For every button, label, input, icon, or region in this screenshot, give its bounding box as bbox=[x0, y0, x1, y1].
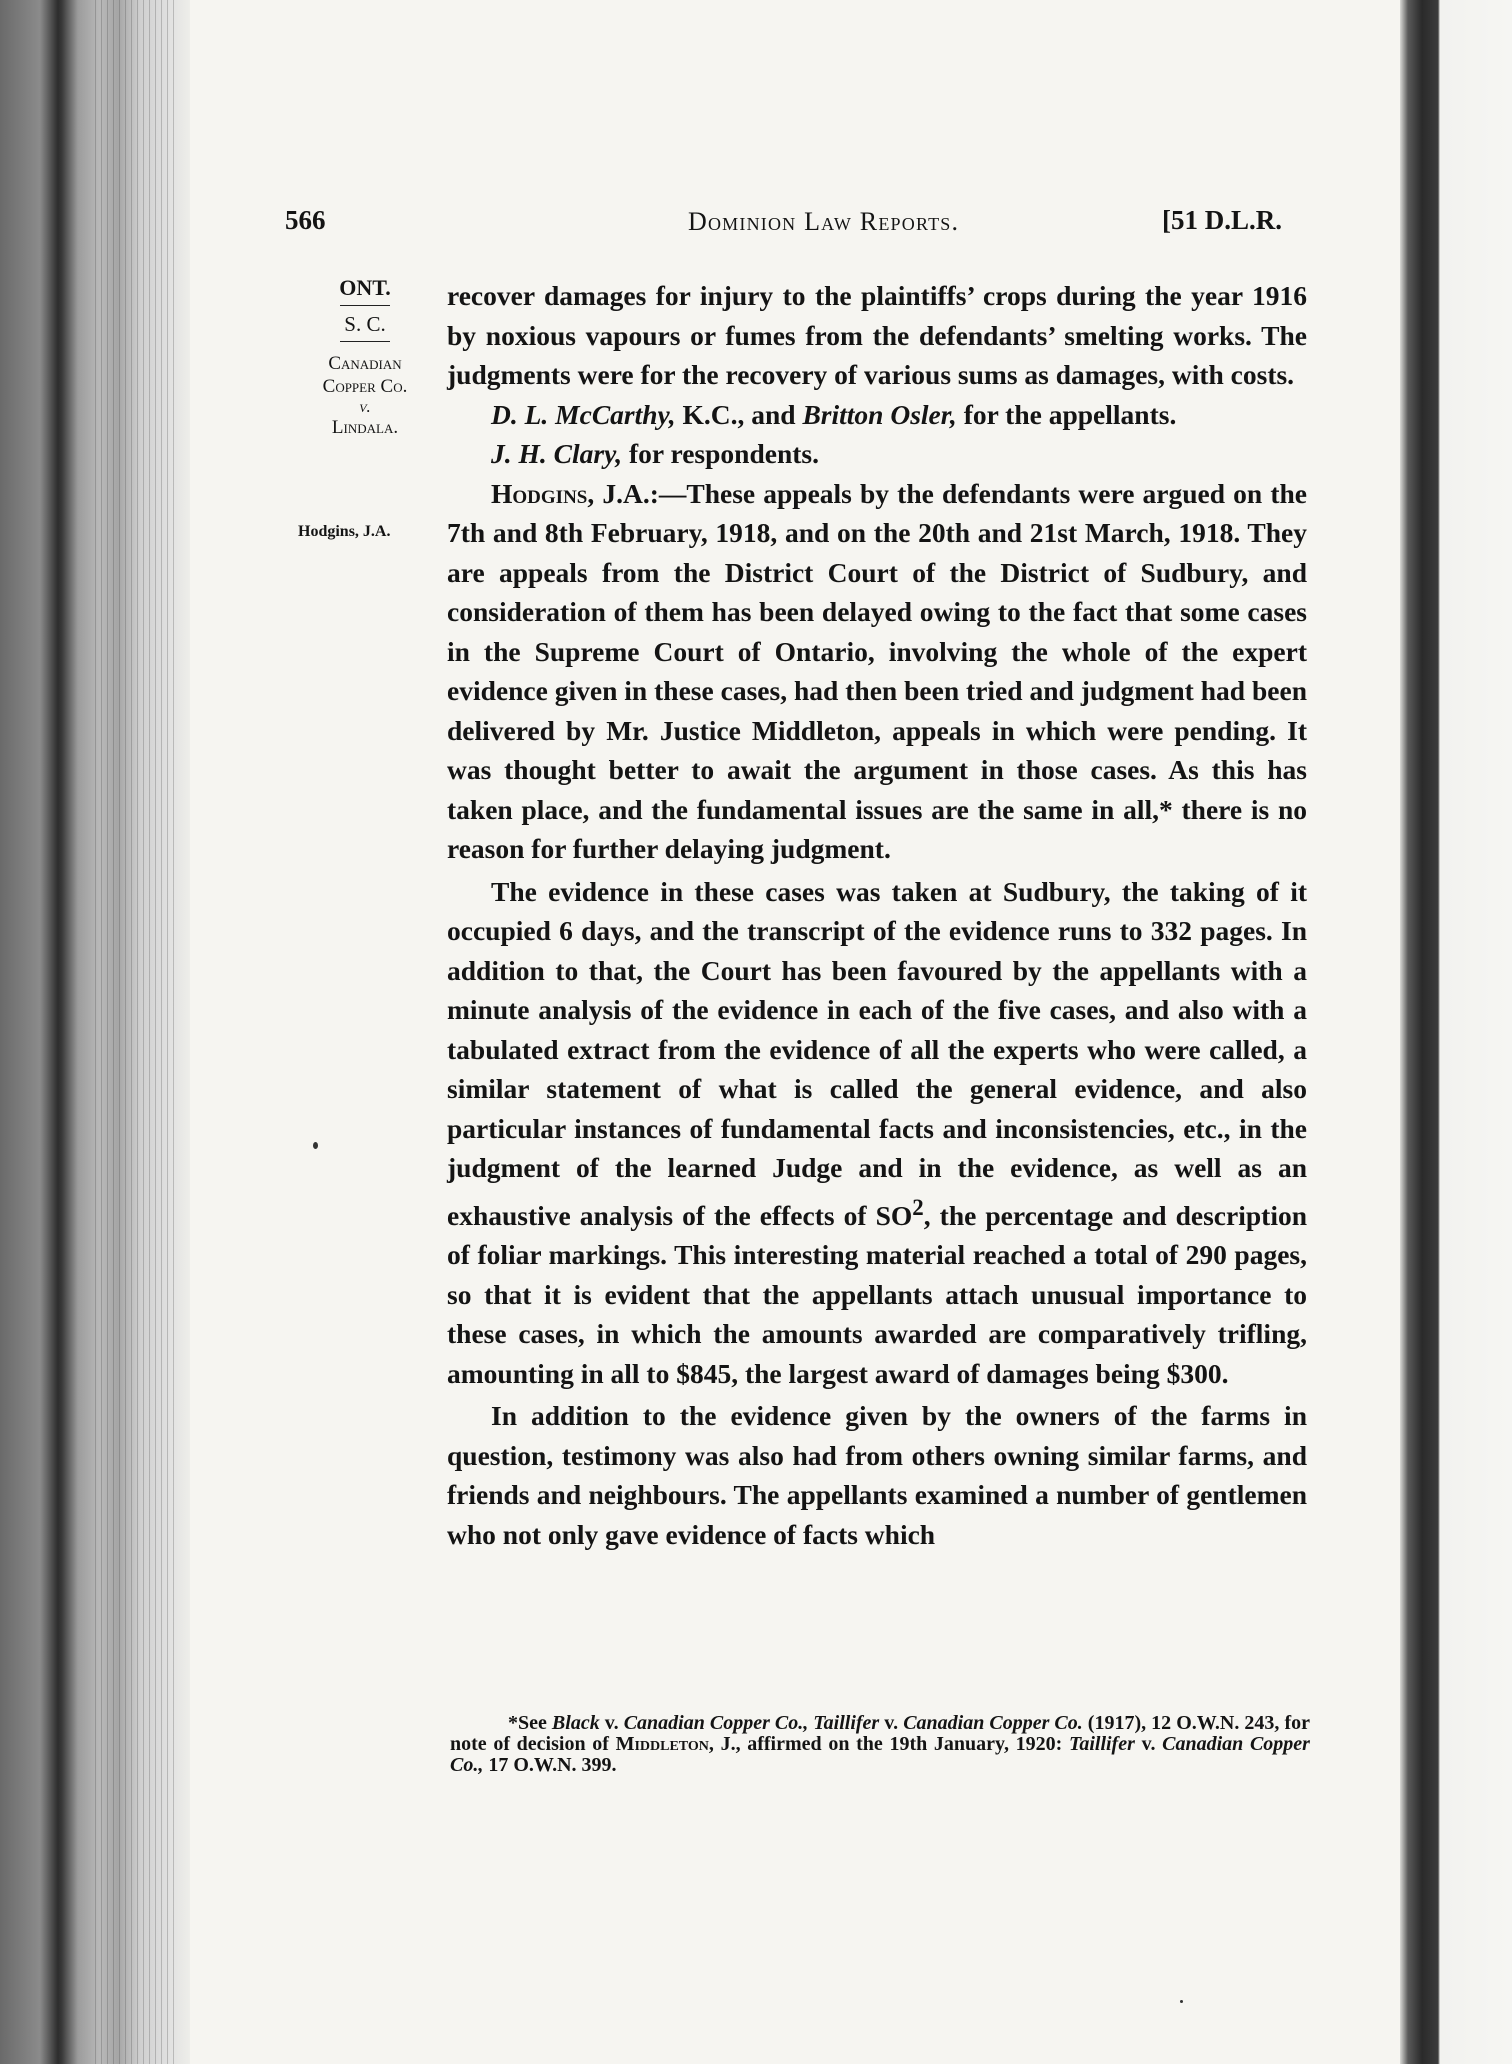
text-run: *See bbox=[508, 1712, 552, 1734]
case-name: Black bbox=[551, 1712, 600, 1734]
case-name: Taillifer bbox=[1068, 1733, 1135, 1755]
text-run: v. bbox=[879, 1712, 904, 1734]
case-name: Canadian Copper Co., bbox=[450, 1733, 1310, 1776]
paragraph: In addition to the evidence given by the owners of the farms in question, testimony was also had from others owning similar farms, and friends and neighbours. The appellants examined a number of gentlemen who not only gave evidence of facts which bbox=[447, 1400, 1307, 1550]
body-text bbox=[447, 276, 1307, 1554]
ink-speck bbox=[1180, 2000, 1183, 2003]
judge-name: Middleton bbox=[615, 1733, 709, 1755]
counsel-name: J. H. Clary, bbox=[491, 438, 623, 469]
text-run: (1917), 12 O.W.N. 243, for note of decision of bbox=[450, 1712, 1310, 1755]
counsel-appellants bbox=[447, 395, 1307, 435]
margin-case-line: Canadian bbox=[328, 353, 402, 374]
counsel-respondents bbox=[447, 434, 1307, 474]
margin-notes bbox=[290, 275, 440, 439]
paragraph bbox=[447, 474, 1307, 869]
text-run: v. bbox=[599, 1712, 624, 1734]
text-run: The evidence in these cases was taken at Sudbury, the taking of it occupied 6 days, and the transcript of the evidence runs to 332 pages. In addition to that, the Court has been favoured by the appellants with a minute analysis of the evidence in each of the five cases, and also with a tabulated extract from the evidence of all the experts who were called, a similar statement of what is called the general evidence, and also particular instances of fundamental facts and inconsistencies, etc., in the judgment of the learned Judge and in the evidence, as well as an exhaustive analysis of the effects of SO bbox=[447, 875, 1307, 1231]
margin-judge-note: Hodgins, J.A. bbox=[298, 523, 391, 540]
paragraph bbox=[447, 872, 1307, 1394]
judge-name: Hodgins, J.A. bbox=[491, 477, 650, 509]
text-run: K.C., and bbox=[675, 398, 803, 430]
case-name: Canadian Copper Co. bbox=[903, 1712, 1083, 1734]
margin-jurisdiction: ONT. bbox=[339, 275, 391, 300]
counsel-name: Britton Osler, bbox=[802, 398, 957, 430]
margin-court: S. C. bbox=[344, 312, 386, 336]
running-title: Dominion Law Reports. bbox=[688, 207, 960, 236]
page-header bbox=[0, 205, 1512, 245]
superscript: 2 bbox=[912, 1194, 924, 1220]
text-run: v. bbox=[1134, 1733, 1163, 1755]
margin-case-name bbox=[290, 352, 440, 439]
volume-reference: [51 D.L.R. bbox=[1162, 205, 1282, 235]
margin-rule bbox=[340, 341, 390, 342]
footnote bbox=[450, 1713, 1310, 1776]
text-run: 17 O.W.N. 399. bbox=[483, 1754, 617, 1776]
margin-case-line: Copper Co. bbox=[322, 376, 408, 397]
text-run: , J., affirmed on the 19th January, 1920: bbox=[708, 1733, 1069, 1755]
page-number: 566 bbox=[285, 205, 326, 235]
paragraph: recover damages for injury to the plaintiffs’ crops during the year 1916 by noxious vapours or fumes from the defendants’ smelting works. The judgments were for the recovery of various sums as damages, with costs. bbox=[447, 280, 1307, 390]
text-run: :—These appeals by the defendants were argued on the 7th and 8th February, 1918, and on the 20th and 21st March, 1918. They are appeals from the District Court of the District of Sudbury, and consideration of them has been delayed owing to the fact that some cases in the Supreme Court of Ontario, involving the whole of the expert evidence given in these cases, had then been tried and judgment had been delivered by Mr. Justice Middleton, appeals in which were pending. It was thought better to await the argument in those cases. As this has taken place, and the fundamental issues are the same in all,* there is no reason for further delaying judgment. bbox=[447, 477, 1307, 864]
page-stack-edges bbox=[95, 0, 175, 2064]
book-edge-right bbox=[1400, 0, 1512, 2064]
ink-speck bbox=[313, 1142, 318, 1149]
text-run: , the percentage and description of foliar markings. This interesting material reached a total of 290 pages, so that it is evident that the appellants attach unusual importance to these cases, in which the amounts awarded are comparatively trifling, amounting in all to $845, the largest award of damages being $300. bbox=[447, 1199, 1307, 1389]
counsel-name: D. L. McCarthy, bbox=[491, 398, 676, 430]
margin-case-line: Lindala. bbox=[331, 417, 399, 438]
margin-versus: v. bbox=[359, 397, 371, 416]
margin-rule bbox=[340, 305, 390, 306]
text-run: for respondents. bbox=[622, 438, 819, 469]
case-name: Canadian Copper Co., Taillifer bbox=[623, 1712, 880, 1734]
footnote-text bbox=[450, 1713, 1310, 1776]
text-run: for the appellants. bbox=[956, 398, 1177, 430]
